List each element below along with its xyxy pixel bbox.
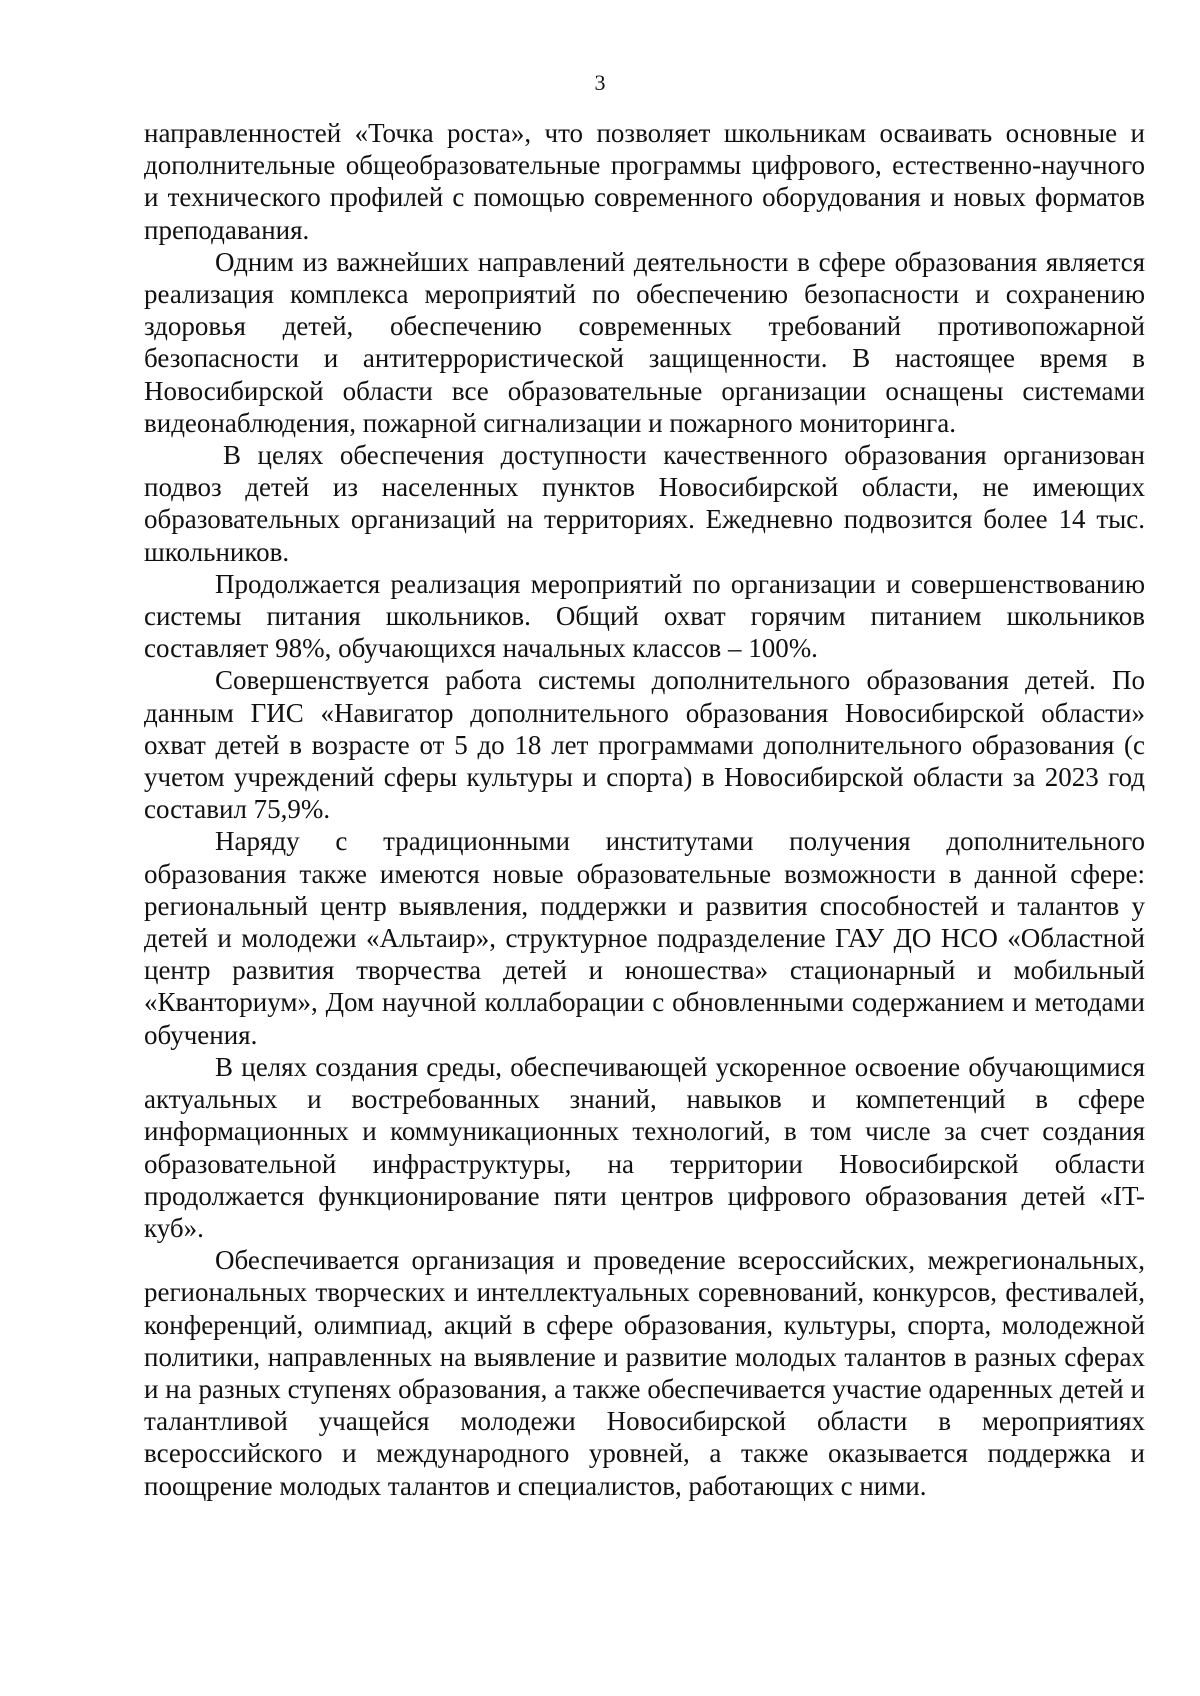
paragraph-tochka-rosta: направленностей «Точка роста», что позволяет школьникам осваивать основные и дополнительные общеобразовательные программы цифрового, естественно-научного и технического профилей с помощью современного оборудования и новых форматов преподавания.: [144, 118, 1145, 245]
paragraph-competitions: Обеспечивается организация и проведение всероссийских, межрегиональных, региональных творческих и интеллектуальных соревнований, конкурсов, фестивалей, конференций, олимпиад, акций в сфере образования, культуры, спорта, молодежной политики, направленных на выявление и развитие молодых талантов в разных сферах и на разных ступенях образования, а также обеспечивается участие одаренных детей и талантливой учащейся молодежи Новосибирской области в мероприятиях всероссийского и международного уровней, а также оказывается поддержка и поощрение молодых талантов и специалистов, работающих с ними.: [144, 1245, 1145, 1501]
paragraph-transport: В целях обеспечения доступности качественного образования организован подвоз детей из населенных пунктов Новосибирской области, не имеющих образовательных организаций на территориях. Ежедневно подвозится более 14 тыс. школьников.: [144, 440, 1145, 567]
page-number: 3: [594, 70, 606, 95]
paragraph-additional-education: Совершенствуется работа системы дополнительного образования детей. По данным ГИС «Навигатор дополнительного образования Новосибирской области» охват детей в возрасте от 5 до 18 лет программами дополнительного образования (с учетом учреждений сферы культуры и спорта) в Новосибирской области за 2023 год составил 75,9%.: [144, 665, 1145, 825]
paragraph-safety: Одним из важнейших направлений деятельности в сфере образования является реализация комплекса мероприятий по обеспечению безопасности и сохранению здоровья детей, обеспечению современных требований противопожарной безопасности и антитеррористической защищенности. В настоящее время в Новосибирской области все образовательные организации оснащены системами видеонаблюдения, пожарной сигнализации и пожарного мониторинга.: [144, 246, 1145, 438]
paragraph-nutrition: Продолжается реализация мероприятий по организации и совершенствованию системы питания школьников. Общий охват горячим питанием школьников составляет 98%, обучающихся начальных классов – 100%.: [144, 568, 1145, 664]
document-body: [144, 117, 1145, 1502]
paragraph-new-opportunities: Наряду с традиционными институтами получения дополнительного образования также имеются новые образовательные возможности в данной сфере: региональный центр выявления, поддержки и развития способностей и талантов у детей и молодежи «Альтаир», структурное подразделение ГАУ ДО НСО «Областной центр развития творчества детей и юношества» стационарный и мобильный «Кванториум», Дом научной коллаборации с обновленными содержанием и методами обучения.: [144, 826, 1145, 1050]
paragraph-it-cube: В целях создания среды, обеспечивающей ускоренное освоение обучающимися актуальных и востребованных знаний, навыков и компетенций в сфере информационных и коммуникационных технологий, в том числе за счет создания образовательной инфраструктуры, на территории Новосибирской области продолжается функционирование пяти центров цифрового образования детей «IT-куб».: [144, 1051, 1145, 1243]
